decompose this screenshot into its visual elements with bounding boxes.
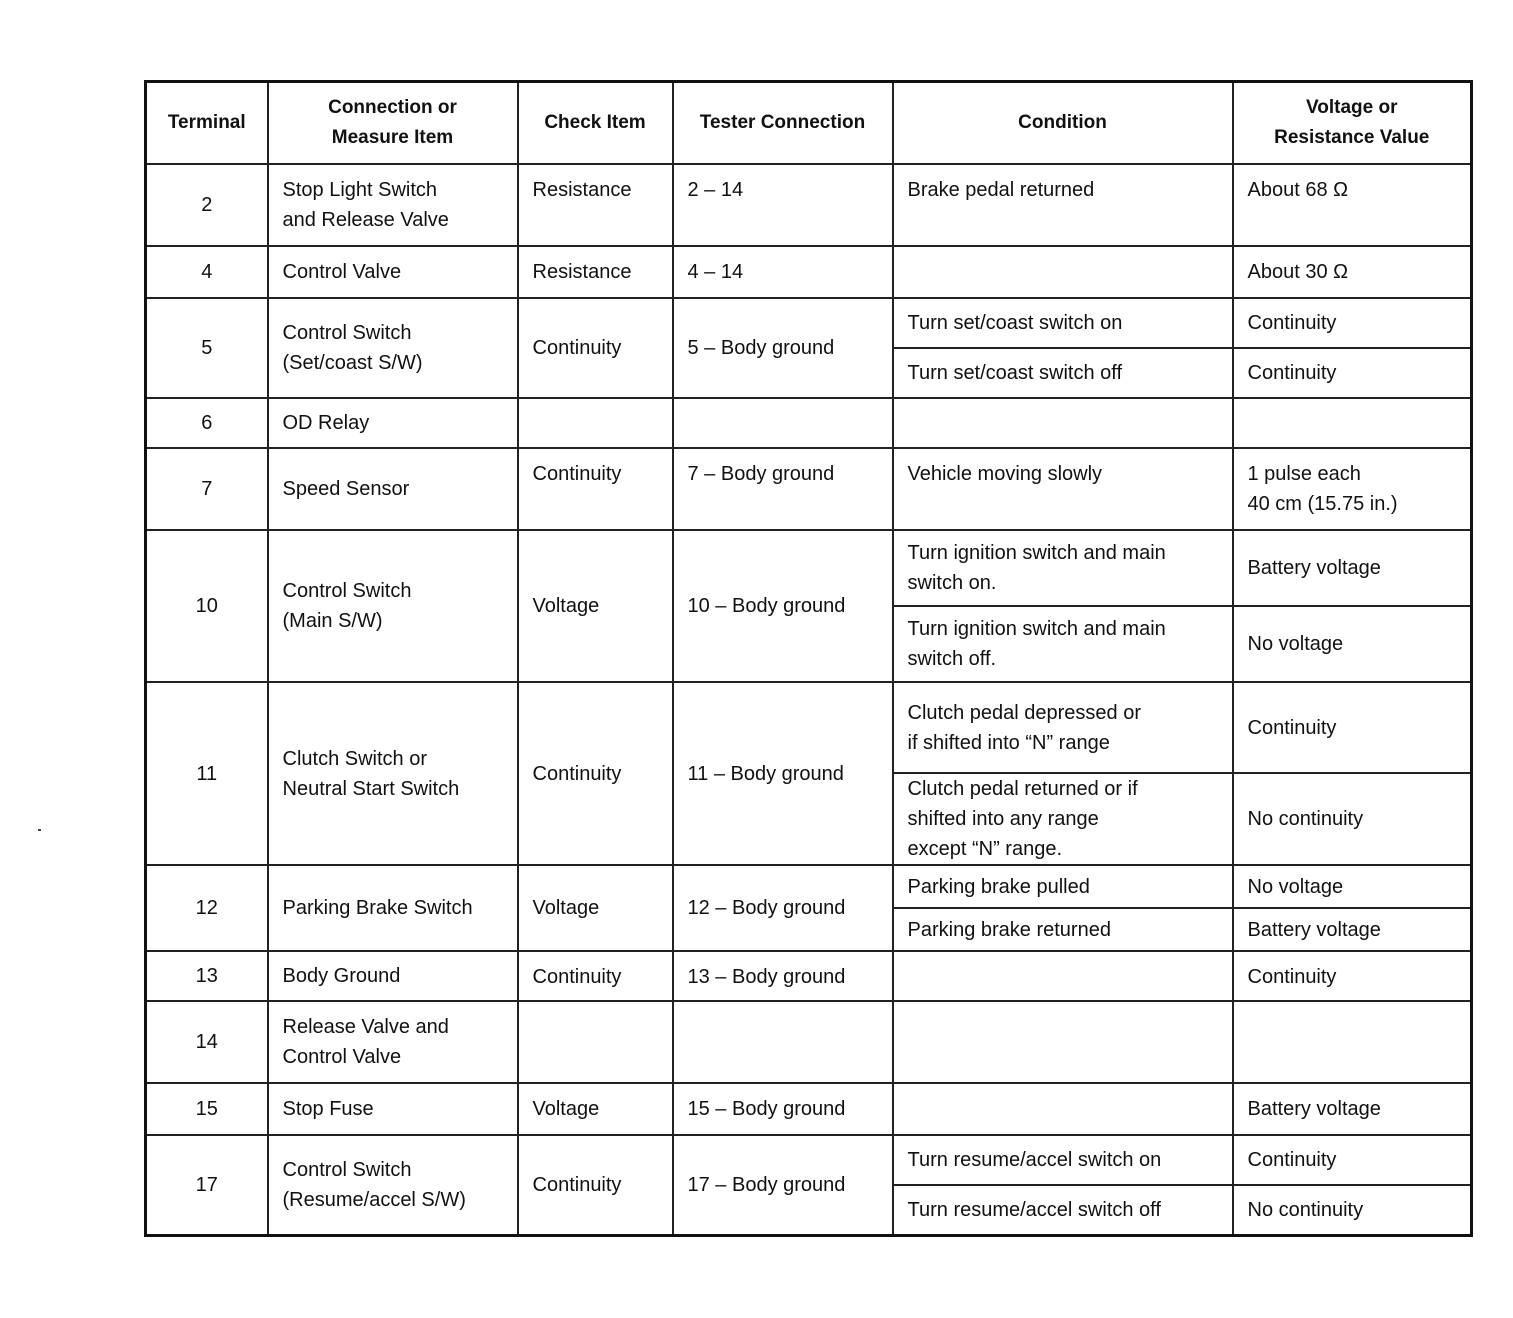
check-item-cell: Continuity: [518, 1135, 673, 1235]
connection-cell: Release Valve and Control Valve: [268, 1001, 518, 1083]
terminal-cell: 2: [146, 164, 268, 246]
terminal-cell: 14: [146, 1001, 268, 1083]
header-condition: Condition: [893, 82, 1233, 165]
table-row: [146, 448, 1472, 530]
condition-cell: Parking brake returned: [893, 908, 1233, 951]
table-row: [146, 1083, 1472, 1135]
condition-cell: Turn set/coast switch off: [893, 348, 1233, 398]
table-row: [146, 246, 1472, 298]
condition-cell: Turn resume/accel switch off: [893, 1185, 1233, 1235]
check-item-cell: [518, 398, 673, 448]
terminal-cell: 13: [146, 951, 268, 1001]
header-connection: Connection or Measure Item: [268, 82, 518, 165]
tester-connection-cell: 5 – Body ground: [673, 298, 893, 398]
value-cell: Continuity: [1233, 298, 1472, 348]
condition-cell: Brake pedal returned: [893, 164, 1233, 246]
connection-cell: Control Valve: [268, 246, 518, 298]
tester-connection-cell: 13 – Body ground: [673, 951, 893, 1001]
condition-cell: [893, 1001, 1233, 1083]
tester-connection-cell: 11 – Body ground: [673, 682, 893, 865]
condition-cell: [893, 951, 1233, 1001]
condition-cell: Clutch pedal returned or if shifted into any range except “N” range.: [893, 773, 1233, 865]
connection-cell: Control Switch (Set/coast S/W): [268, 298, 518, 398]
value-cell: No voltage: [1233, 865, 1472, 908]
terminal-cell: 15: [146, 1083, 268, 1135]
value-cell: Continuity: [1233, 1135, 1472, 1185]
condition-cell: [893, 1083, 1233, 1135]
tester-connection-cell: [673, 398, 893, 448]
check-item-cell: Continuity: [518, 298, 673, 398]
terminal-cell: 12: [146, 865, 268, 951]
value-cell: Continuity: [1233, 348, 1472, 398]
value-cell: Battery voltage: [1233, 1083, 1472, 1135]
connection-cell: Clutch Switch or Neutral Start Switch: [268, 682, 518, 865]
connection-cell: Body Ground: [268, 951, 518, 1001]
condition-cell: Parking brake pulled: [893, 865, 1233, 908]
value-cell: No continuity: [1233, 1185, 1472, 1235]
condition-cell: Turn set/coast switch on: [893, 298, 1233, 348]
tester-connection-cell: 15 – Body ground: [673, 1083, 893, 1135]
condition-cell: Turn ignition switch and main switch on.: [893, 530, 1233, 606]
tester-connection-cell: 2 – 14: [673, 164, 893, 246]
tester-connection-cell: 17 – Body ground: [673, 1135, 893, 1235]
value-cell: Battery voltage: [1233, 908, 1472, 951]
value-cell: 1 pulse each 40 cm (15.75 in.): [1233, 448, 1472, 530]
header-tester-connection: Tester Connection: [673, 82, 893, 165]
value-cell: Continuity: [1233, 951, 1472, 1001]
tester-connection-cell: 10 – Body ground: [673, 530, 893, 682]
value-cell: No voltage: [1233, 606, 1472, 682]
terminal-cell: 5: [146, 298, 268, 398]
terminal-cell: 17: [146, 1135, 268, 1235]
terminal-cell: 11: [146, 682, 268, 865]
tester-connection-cell: [673, 1001, 893, 1083]
tester-connection-cell: 12 – Body ground: [673, 865, 893, 951]
terminal-cell: 6: [146, 398, 268, 448]
connection-cell: Control Switch (Main S/W): [268, 530, 518, 682]
connection-cell: OD Relay: [268, 398, 518, 448]
connection-cell: Parking Brake Switch: [268, 865, 518, 951]
table-row: [146, 398, 1472, 448]
condition-cell: [893, 398, 1233, 448]
table-row: [146, 1135, 1472, 1185]
condition-cell: Clutch pedal depressed or if shifted into “N” range: [893, 682, 1233, 773]
value-cell: No continuity: [1233, 773, 1472, 865]
condition-cell: [893, 246, 1233, 298]
table-row: [146, 951, 1472, 1001]
table-row: [146, 530, 1472, 606]
check-item-cell: [518, 1001, 673, 1083]
check-item-cell: Continuity: [518, 448, 673, 530]
header-terminal: Terminal: [146, 82, 268, 165]
condition-cell: Vehicle moving slowly: [893, 448, 1233, 530]
tester-connection-cell: 4 – 14: [673, 246, 893, 298]
tester-connection-cell: 7 – Body ground: [673, 448, 893, 530]
table-row: [146, 865, 1472, 908]
value-cell: About 68 Ω: [1233, 164, 1472, 246]
connection-cell: Stop Light Switch and Release Valve: [268, 164, 518, 246]
condition-cell: Turn resume/accel switch on: [893, 1135, 1233, 1185]
check-item-cell: Voltage: [518, 1083, 673, 1135]
table-row: [146, 682, 1472, 773]
check-item-cell: Voltage: [518, 865, 673, 951]
check-item-cell: Resistance: [518, 246, 673, 298]
table-row: [146, 164, 1472, 246]
terminal-cell: 10: [146, 530, 268, 682]
connection-cell: Speed Sensor: [268, 448, 518, 530]
value-cell: [1233, 1001, 1472, 1083]
table-row: [146, 1001, 1472, 1083]
value-cell: Continuity: [1233, 682, 1472, 773]
check-item-cell: Continuity: [518, 682, 673, 865]
terminal-inspection-table: [144, 80, 1473, 1237]
connection-cell: Control Switch (Resume/accel S/W): [268, 1135, 518, 1235]
check-item-cell: Resistance: [518, 164, 673, 246]
value-cell: [1233, 398, 1472, 448]
terminal-cell: 7: [146, 448, 268, 530]
condition-cell: Turn ignition switch and main switch off.: [893, 606, 1233, 682]
value-cell: About 30 Ω: [1233, 246, 1472, 298]
header-check-item: Check Item: [518, 82, 673, 165]
check-item-cell: Voltage: [518, 530, 673, 682]
header-row: [146, 82, 1472, 165]
check-item-cell: Continuity: [518, 951, 673, 1001]
header-value: Voltage or Resistance Value: [1233, 82, 1472, 165]
terminal-cell: 4: [146, 246, 268, 298]
value-cell: Battery voltage: [1233, 530, 1472, 606]
table-row: [146, 298, 1472, 348]
connection-cell: Stop Fuse: [268, 1083, 518, 1135]
stray-mark: [38, 829, 41, 831]
